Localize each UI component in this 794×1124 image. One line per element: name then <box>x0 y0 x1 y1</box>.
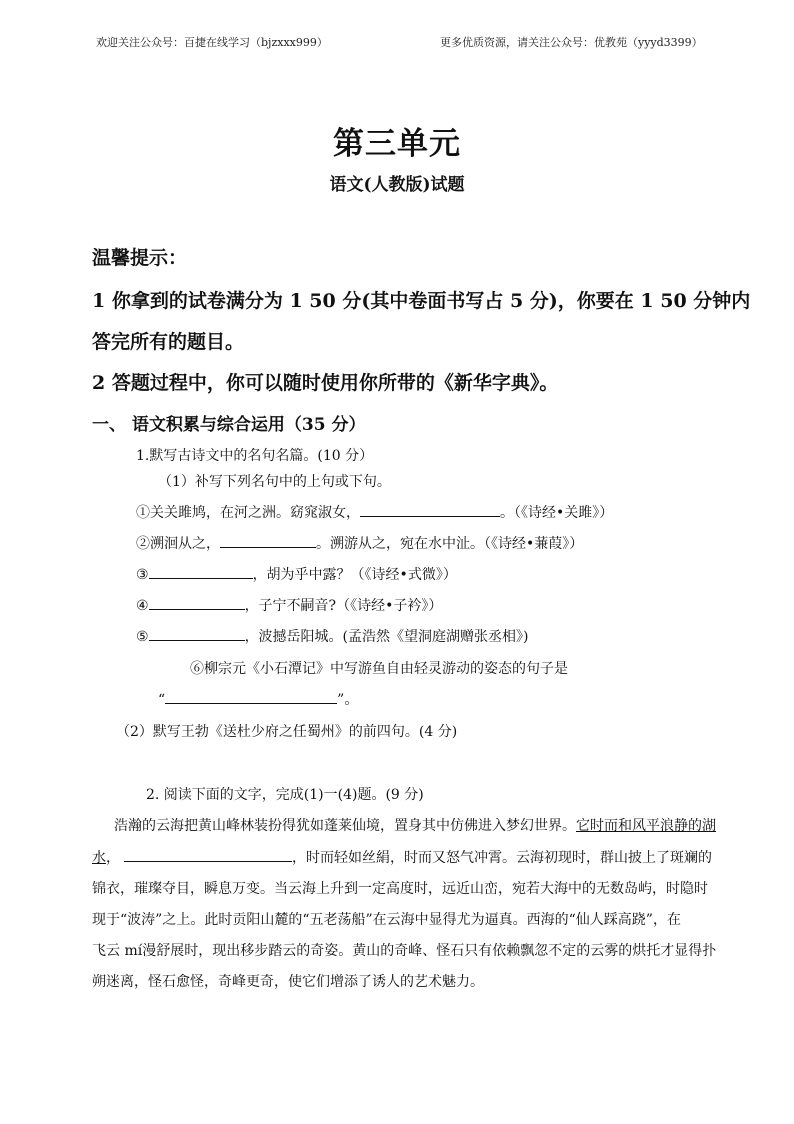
header-left-text: 欢迎关注公众号：百捷在线学习（bjzxxx999） <box>96 36 328 49</box>
answer-blank[interactable] <box>149 564 253 579</box>
answer-blank[interactable] <box>124 847 292 862</box>
open-quote: “ <box>158 692 166 708</box>
answer-blank[interactable] <box>149 595 245 610</box>
q1-item-2-text-b: 。溯游从之，宛在水中沚。（《诗经•蒹葭》） <box>316 536 584 552</box>
q2-stem: 2. 阅读下面的文字，完成(1)一(4)题。(9 分) <box>146 787 424 803</box>
close-quote: ”。 <box>337 692 359 708</box>
answer-blank[interactable] <box>165 689 337 704</box>
passage-line-5: 飞云 mí漫舒展时，现出移步踏云的奇姿。黄山的奇峰、怪石只有依赖飘忽不定的云雾的烘托才显得扑 <box>92 943 717 959</box>
q1-item-2-text-a: ②溯洄从之， <box>136 536 220 552</box>
q1-item-1 <box>136 502 613 522</box>
q1-item-5-text-a: ⑤ <box>136 629 149 645</box>
passage-line-2-text: ，时而轻如丝絹，时而又怒气冲霄。云海初现时，群山披上了斑斓的 <box>292 850 712 866</box>
q1-item-3-text-b: ，胡为乎中露？（《诗经•式微》） <box>252 567 457 583</box>
passage-line-6: 朔迷离，怪石愈怪，奇峰更奇，使它们增添了诱人的艺术魅力。 <box>92 974 484 990</box>
tips-line-3: 2 答题过程中，你可以随时使用你所带的《新华字典》。 <box>92 372 559 394</box>
q1-sub2: （2）默写王勃《送杜少府之任蜀州》的前四句。(4 分) <box>116 724 458 740</box>
tips-line-1: 1 你拿到的试卷满分为 1 50 分(其中卷面书写占 5 分)，你要在 1 50 分钟内 <box>92 290 751 312</box>
q1-item-3 <box>136 564 457 584</box>
passage-comma: ， <box>106 850 120 866</box>
q1-item-5-text-b: ，波撼岳阳城。(孟浩然《望洞庭湖赠张丞相》) <box>244 629 529 645</box>
passage-line-1-text: 浩瀚的云海把黄山峰林装扮得犹如蓬莱仙境，置身其中仿佛进入梦幻世界。 <box>114 818 576 834</box>
answer-blank[interactable] <box>360 502 500 517</box>
underlined-phrase: 它时而和风平浪静的湖 <box>576 818 716 834</box>
section-1-heading: 一、 语文积累与综合运用（35 分） <box>92 415 366 435</box>
tips-heading: 温馨提示： <box>92 247 188 269</box>
q1-item-6-answer-line <box>158 689 358 709</box>
passage-line-3: 锦衣，璀璨夺目，瞬息万变。当云海上升到一定高度时，远近山峦，宛若大海中的无数岛屿，时隐时 <box>92 881 708 897</box>
passage-line-1 <box>114 815 716 835</box>
passage-line-4: 现于“波涛”之上。此时贡阳山麓的“五老荡船”在云海中显得尤为逼真。西海的“仙人踩高跷”，在 <box>92 912 681 928</box>
q1-item-4-text-a: ④ <box>136 598 149 614</box>
tips-line-2: 答完所有的题目。 <box>92 331 245 353</box>
q1-sub1: （1）补写下列名句中的上句或下句。 <box>158 474 391 490</box>
q1-item-5 <box>136 626 529 646</box>
q1-item-6: ⑥柳宗元《小石潭记》中写游鱼自由轻灵游动的姿态的句子是 <box>190 661 568 677</box>
page-subtitle: 语文(人教版)试题 <box>329 175 465 195</box>
header-right-text: 更多优质资源，请关注公众号：优教苑（yyyd3399） <box>440 36 703 49</box>
q1-item-1-text-b: 。（《诗经•关雎》） <box>500 505 614 521</box>
passage-line-2 <box>92 847 712 867</box>
q1-item-3-text-a: ③ <box>136 567 149 583</box>
answer-blank[interactable] <box>149 626 245 641</box>
q1-item-4 <box>136 595 442 615</box>
q1-stem: 1.默写古诗文中的名句名篇。(10 分） <box>136 448 374 464</box>
page-title: 第三单元 <box>333 126 461 162</box>
q1-item-1-text-a: ①关关雎鸠，在河之洲。窈窕淑女， <box>136 505 360 521</box>
q1-item-2 <box>136 533 583 553</box>
q1-item-4-text-b: ，子宁不嗣音?（《诗经•子衿》） <box>244 598 443 614</box>
answer-blank[interactable] <box>220 533 316 548</box>
underlined-phrase: 水 <box>92 850 106 866</box>
